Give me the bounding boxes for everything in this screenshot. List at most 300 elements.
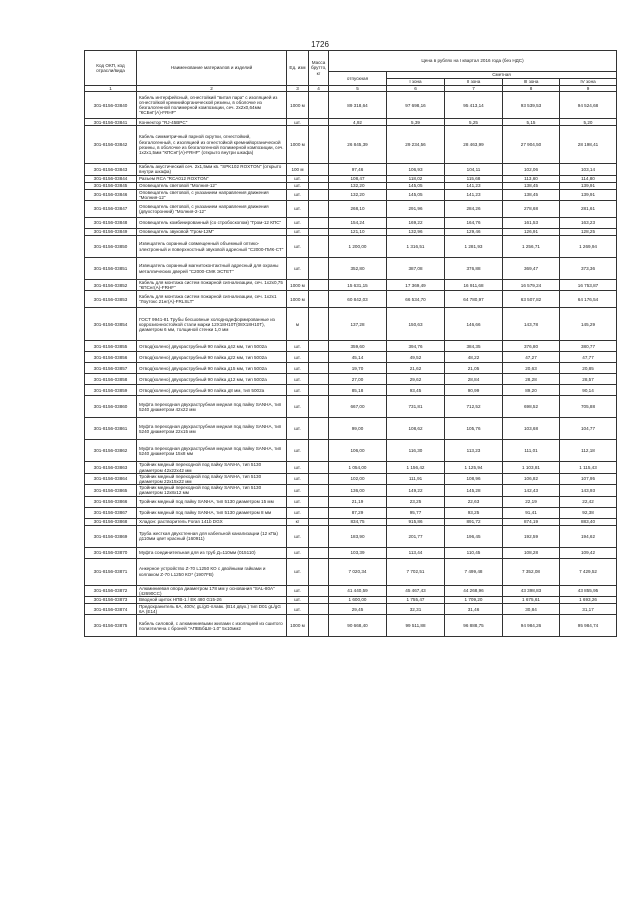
- row-code: 301-8156-03875: [85, 615, 137, 637]
- row-mass: [309, 119, 329, 126]
- row-price-zone-1: 45 467,43: [387, 585, 445, 596]
- row-code: 301-8156-03859: [85, 385, 137, 396]
- header-index-cell: 1: [85, 86, 137, 92]
- row-price-zone-3: 698,52: [503, 396, 560, 418]
- row-price-zone-1: 17 369,49: [387, 280, 445, 291]
- row-price-zone-3: 192,59: [503, 525, 560, 547]
- header-index-cell: 3: [287, 86, 309, 92]
- row-price-zone-3: 93 539,53: [503, 92, 560, 119]
- row-price-zone-4: 194,62: [560, 525, 617, 547]
- row-code: 301-8156-03864: [85, 473, 137, 484]
- row-price-release: 121,10: [329, 229, 387, 236]
- row-unit: шт.: [287, 440, 309, 462]
- row-code: 301-8156-03840: [85, 92, 137, 119]
- row-price-zone-2: 376,88: [445, 258, 503, 280]
- row-price-zone-1: 1 156,42: [387, 462, 445, 473]
- row-name: Оповещатель световой, с указанием направления движения (двухсторонний) "Молния-2-12": [137, 201, 287, 218]
- row-mass: [309, 164, 329, 175]
- row-code: 301-8156-03855: [85, 341, 137, 352]
- row-price-zone-1: 150,63: [387, 308, 445, 341]
- row-code: 301-8156-03858: [85, 374, 137, 385]
- row-price-zone-3: 161,53: [503, 218, 560, 229]
- header-index-cell: 6: [387, 86, 445, 92]
- header-zone-3: III зона: [503, 79, 560, 86]
- table-row: [85, 363, 617, 374]
- table-row: [85, 496, 617, 507]
- row-price-zone-2: 384,35: [445, 341, 503, 352]
- row-price-release: 85,18: [329, 385, 387, 396]
- row-price-zone-3: 47,27: [503, 352, 560, 363]
- row-name: Кабель для монтажа систем пожарной сигнализации, сеч. 1х2х0,75 "КПСнг(А)-FRHF": [137, 280, 287, 291]
- header-index-cell: 2: [137, 86, 287, 92]
- row-price-zone-2: 284,26: [445, 201, 503, 218]
- row-mass: [309, 280, 329, 291]
- row-unit: шт.: [287, 341, 309, 352]
- row-price-zone-4: 94 524,68: [560, 92, 617, 119]
- row-name: Предохранитель 6А, 400V, gL/gG-плавк. (В14 двух.) тип D01 gL/gG 6А (Е14): [137, 604, 287, 615]
- row-mass: [309, 352, 329, 363]
- row-price-zone-1: 108,62: [387, 418, 445, 440]
- row-price-release: 359,60: [329, 341, 387, 352]
- row-price-zone-3: 27 904,50: [503, 126, 560, 164]
- table-row: [85, 201, 617, 218]
- row-price-zone-2: 5,25: [445, 119, 503, 126]
- row-code: 301-8156-03868: [85, 518, 137, 525]
- table-row: [85, 396, 617, 418]
- row-price-zone-1: 21,62: [387, 363, 445, 374]
- row-name: Отвод(колено) двухраструбный 90 пайка д12 мм, тип 5002а: [137, 374, 287, 385]
- row-code: 301-8156-03856: [85, 352, 137, 363]
- row-mass: [309, 291, 329, 308]
- row-name: Оповещатель световой, с указанием направления движения "Молния-12": [137, 189, 287, 200]
- header-zone-2: II зона: [445, 79, 503, 86]
- row-price-zone-4: 28,57: [560, 374, 617, 385]
- row-unit: шт.: [287, 385, 309, 396]
- row-price-zone-1: 915,86: [387, 518, 445, 525]
- row-name: Кабель акустический сеч. 2х1,5мм кв. "SPK102 ROXTON" (открыто внутри шкафа): [137, 164, 287, 175]
- row-unit: шт.: [287, 585, 309, 596]
- row-price-zone-4: 92,38: [560, 507, 617, 518]
- table-row: [85, 558, 617, 585]
- row-mass: [309, 363, 329, 374]
- row-code: 301-8156-03866: [85, 496, 137, 507]
- row-name: Хладон: растворитель Foran 141b DGX: [137, 518, 287, 525]
- row-price-zone-1: 116,30: [387, 440, 445, 462]
- row-price-zone-4: 143,93: [560, 485, 617, 496]
- table-row: [85, 462, 617, 473]
- row-price-zone-1: 1 755,47: [387, 597, 445, 604]
- row-price-zone-3: 89,20: [503, 385, 560, 396]
- table-row: [85, 308, 617, 341]
- row-price-release: 21,19: [329, 496, 387, 507]
- row-unit: кг: [287, 518, 309, 525]
- row-price-zone-2: 95 413,14: [445, 92, 503, 119]
- header-unit: Ед. изм: [287, 51, 309, 86]
- row-price-zone-4: 1 693,26: [560, 597, 617, 604]
- row-name: ГОСТ 9941-81 Трубы бесшовные холоднодеформированные из коррозионностойкой стали марки 12Х18Н10Т(08Х18Н10Т), диаметром 6 мм, толщиной стенки 1,0 мм: [137, 308, 287, 341]
- row-name: Тройник медный переходной под пайку SANHA, тип 5130 диаметром 42х22х42 мм: [137, 462, 287, 473]
- row-mass: [309, 396, 329, 418]
- header-index-cell: 8: [503, 86, 560, 92]
- row-code: 301-8156-03865: [85, 485, 137, 496]
- row-name: Тройник медный под пайку SANHA, тип 5130 диаметром 15 мм: [137, 496, 287, 507]
- row-price-zone-1: 29 234,56: [387, 126, 445, 164]
- row-unit: 1000 м: [287, 92, 309, 119]
- row-price-zone-1: 731,81: [387, 396, 445, 418]
- row-price-zone-4: 64 176,54: [560, 291, 617, 308]
- row-price-release: 19,70: [329, 363, 387, 374]
- row-price-zone-2: 48,22: [445, 352, 503, 363]
- table-row: [85, 374, 617, 385]
- row-mass: [309, 175, 329, 182]
- table-row: [85, 525, 617, 547]
- row-mass: [309, 229, 329, 236]
- row-unit: шт.: [287, 201, 309, 218]
- row-price-release: 29,45: [329, 604, 387, 615]
- row-price-zone-4: 705,88: [560, 396, 617, 418]
- row-name: Муфта переходная двухраструбная медная под пайку SANHA, тип 5240 диаметром 15х8 мм: [137, 440, 287, 462]
- row-price-zone-1: 394,76: [387, 341, 445, 352]
- row-unit: шт.: [287, 236, 309, 258]
- row-code: 301-8156-03846: [85, 189, 137, 200]
- row-unit: шт.: [287, 119, 309, 126]
- row-unit: шт.: [287, 496, 309, 507]
- row-price-zone-2: 44 268,96: [445, 585, 503, 596]
- row-mass: [309, 518, 329, 525]
- row-mass: [309, 558, 329, 585]
- row-price-zone-3: 138,45: [503, 182, 560, 189]
- row-price-zone-4: 20,85: [560, 363, 617, 374]
- row-unit: шт.: [287, 363, 309, 374]
- table-row: [85, 485, 617, 496]
- row-price-zone-2: 891,72: [445, 518, 503, 525]
- row-price-zone-1: 5,39: [387, 119, 445, 126]
- row-mass: [309, 485, 329, 496]
- row-mass: [309, 547, 329, 558]
- row-name: Извещатель охранный магнитоконтактный адресный для охраны металлических дверей "С2000-СМК ЭСТЕТ": [137, 258, 287, 280]
- table-row: [85, 126, 617, 164]
- header-zone-4: IV зона: [560, 79, 617, 86]
- row-price-zone-2: 64 780,97: [445, 291, 503, 308]
- row-price-zone-4: 112,18: [560, 440, 617, 462]
- table-row: [85, 280, 617, 291]
- row-price-zone-3: 874,19: [503, 518, 560, 525]
- row-price-zone-2: 115,68: [445, 175, 503, 182]
- row-price-zone-1: 149,22: [387, 485, 445, 496]
- header-price-title: Цена в рублях на I квартал 2016 года (без НДС): [329, 51, 617, 72]
- row-price-zone-2: 16 911,68: [445, 280, 503, 291]
- row-price-zone-2: 28 463,99: [445, 126, 503, 164]
- row-mass: [309, 189, 329, 200]
- row-price-zone-1: 23,25: [387, 496, 445, 507]
- row-price-zone-4: 373,36: [560, 258, 617, 280]
- row-name: Кабель симметричный парной скрутки, огнестойкий, безгалогенный, с изоляцией из огнестойкой кремнийорганической резины, в оболочке из безгалогенной полимерной композиции, сеч. 1х2х1,5мм "КПСнГ(А)-FRHF" (открыто внутри шкафа): [137, 126, 287, 164]
- row-price-release: 99,00: [329, 418, 387, 440]
- row-price-zone-2: 104,11: [445, 164, 503, 175]
- table-row: [85, 258, 617, 280]
- table-row: [85, 547, 617, 558]
- table-row: [85, 92, 617, 119]
- row-price-release: 1 600,00: [329, 597, 387, 604]
- row-price-zone-1: 387,08: [387, 258, 445, 280]
- row-price-zone-2: 141,23: [445, 182, 503, 189]
- row-price-zone-4: 145,29: [560, 308, 617, 341]
- row-price-zone-2: 129,46: [445, 229, 503, 236]
- row-unit: шт.: [287, 525, 309, 547]
- row-price-release: 154,24: [329, 218, 387, 229]
- row-code: 301-8156-03874: [85, 604, 137, 615]
- row-price-zone-3: 16 579,24: [503, 280, 560, 291]
- row-price-zone-2: 164,76: [445, 218, 503, 229]
- row-price-zone-1: 118,02: [387, 175, 445, 182]
- row-name: Муфта переходная двухраструбная медная под пайку SANHA, тип 5240 диаметром 42х22 мм: [137, 396, 287, 418]
- row-price-zone-4: 22,42: [560, 496, 617, 507]
- row-code: 301-8156-03848: [85, 218, 137, 229]
- page-number: 1726: [311, 40, 329, 49]
- row-price-release: 102,00: [329, 473, 387, 484]
- table-row: [85, 291, 617, 308]
- row-price-zone-3: 1 103,81: [503, 462, 560, 473]
- table-row: [85, 385, 617, 396]
- row-mass: [309, 418, 329, 440]
- row-unit: 1000 м: [287, 126, 309, 164]
- row-mass: [309, 462, 329, 473]
- row-price-zone-2: 113,23: [445, 440, 503, 462]
- row-price-zone-2: 108,96: [445, 473, 503, 484]
- row-price-zone-3: 63 507,82: [503, 291, 560, 308]
- table-row: [85, 164, 617, 175]
- row-price-zone-3: 376,80: [503, 341, 560, 352]
- row-price-zone-1: 66 534,70: [387, 291, 445, 308]
- row-code: 301-8156-03863: [85, 462, 137, 473]
- row-price-zone-3: 43 398,83: [503, 585, 560, 596]
- row-price-release: 4,92: [329, 119, 387, 126]
- row-price-release: 87,29: [329, 507, 387, 518]
- row-price-zone-3: 108,28: [503, 547, 560, 558]
- table-row: [85, 604, 617, 615]
- table-row: [85, 189, 617, 200]
- row-code: 301-8156-03867: [85, 507, 137, 518]
- row-name: Кабель интерфейсный, огнестойкий "витая пара" с изоляцией из огнестойкой кремнийорганической резины, в оболочке из безгалогенной полимерной композиции, сеч. 2х2х0,64мм "КСБнГ(А)-FRHF": [137, 92, 287, 119]
- row-price-zone-2: 22,63: [445, 496, 503, 507]
- row-price-release: 183,90: [329, 525, 387, 547]
- row-code: 301-8156-03852: [85, 280, 137, 291]
- row-price-zone-3: 22,19: [503, 496, 560, 507]
- table-row: [85, 473, 617, 484]
- row-price-zone-2: 28,84: [445, 374, 503, 385]
- row-unit: шт.: [287, 418, 309, 440]
- row-price-zone-3: 138,45: [503, 189, 560, 200]
- row-code: 301-8156-03844: [85, 175, 137, 182]
- row-price-zone-3: 113,60: [503, 175, 560, 182]
- row-price-release: 97,46: [329, 164, 387, 175]
- row-code: 301-8156-03861: [85, 418, 137, 440]
- row-name: Оповещатель световой "Молния-12": [137, 182, 287, 189]
- row-price-release: 834,75: [329, 518, 387, 525]
- row-price-zone-1: 132,96: [387, 229, 445, 236]
- row-price-zone-2: 21,05: [445, 363, 503, 374]
- row-price-release: 108,47: [329, 175, 387, 182]
- row-price-zone-1: 111,91: [387, 473, 445, 484]
- row-mass: [309, 585, 329, 596]
- row-code: 301-8156-03841: [85, 119, 137, 126]
- table-row: [85, 229, 617, 236]
- row-code: 301-8156-03843: [85, 164, 137, 175]
- row-name: Разъем RCA "RCA012 ROXTON": [137, 175, 287, 182]
- row-price-zone-3: 103,68: [503, 418, 560, 440]
- row-unit: шт.: [287, 374, 309, 385]
- row-price-zone-1: 93,45: [387, 385, 445, 396]
- row-code: 301-8156-03860: [85, 396, 137, 418]
- row-unit: м: [287, 308, 309, 341]
- row-unit: шт.: [287, 396, 309, 418]
- header-name: Наименование материалов и изделий: [137, 51, 287, 86]
- row-code: 301-8156-03872: [85, 585, 137, 596]
- row-price-zone-3: 94 984,26: [503, 615, 560, 637]
- row-price-zone-4: 103,14: [560, 164, 617, 175]
- row-unit: шт.: [287, 229, 309, 236]
- table-row: [85, 418, 617, 440]
- row-name: Отвод(колено) двухраструбный 90 пайка д15 мм, тип 5002а: [137, 363, 287, 374]
- row-unit: шт.: [287, 597, 309, 604]
- row-price-zone-4: 90,14: [560, 385, 617, 396]
- row-price-zone-3: 91,41: [503, 507, 560, 518]
- row-price-zone-1: 201,77: [387, 525, 445, 547]
- row-name: Алюминиевая опора диаметром 178 мм у основания "SAL-80А" (42690СС): [137, 585, 287, 596]
- header-index-cell: 5: [329, 86, 387, 92]
- row-price-zone-2: 1 709,20: [445, 597, 503, 604]
- row-unit: шт.: [287, 189, 309, 200]
- table-row: [85, 218, 617, 229]
- row-price-zone-4: 5,20: [560, 119, 617, 126]
- row-price-zone-2: 146,66: [445, 308, 503, 341]
- row-price-zone-4: 1 115,43: [560, 462, 617, 473]
- row-price-zone-4: 163,23: [560, 218, 617, 229]
- row-unit: шт.: [287, 604, 309, 615]
- row-mass: [309, 218, 329, 229]
- row-price-zone-4: 139,91: [560, 189, 617, 200]
- table-row: [85, 352, 617, 363]
- row-mass: [309, 615, 329, 637]
- row-unit: шт.: [287, 558, 309, 585]
- row-mass: [309, 236, 329, 258]
- row-unit: шт.: [287, 218, 309, 229]
- header-estimate: Сметная: [387, 72, 617, 79]
- header-mass: Масса брутто, кг: [309, 51, 329, 86]
- row-code: 301-8156-03851: [85, 258, 137, 280]
- row-name: Отвод(колено) двухраструбный 90 пайка д22 мм, тип 5002а: [137, 352, 287, 363]
- row-price-zone-4: 883,40: [560, 518, 617, 525]
- row-price-zone-2: 31,46: [445, 604, 503, 615]
- row-price-zone-3: 28,28: [503, 374, 560, 385]
- row-price-zone-3: 102,06: [503, 164, 560, 175]
- table-row: [85, 182, 617, 189]
- table-row: [85, 175, 617, 182]
- row-price-zone-1: 95,77: [387, 507, 445, 518]
- row-price-zone-3: 5,15: [503, 119, 560, 126]
- row-mass: [309, 440, 329, 462]
- row-name: Тройник медный переходной под пайку SANHA, тип 5130 диаметром 22х15х22 мм: [137, 473, 287, 484]
- row-unit: 1000 м: [287, 291, 309, 308]
- row-price-zone-3: 126,91: [503, 229, 560, 236]
- row-price-zone-3: 1 256,71: [503, 236, 560, 258]
- header-zone-1: I зона: [387, 79, 445, 86]
- row-unit: шт.: [287, 175, 309, 182]
- row-price-zone-4: 128,25: [560, 229, 617, 236]
- header-index-cell: 4: [309, 86, 329, 92]
- row-price-zone-3: 1 675,61: [503, 597, 560, 604]
- row-price-zone-4: 31,17: [560, 604, 617, 615]
- row-mass: [309, 597, 329, 604]
- row-price-release: 352,80: [329, 258, 387, 280]
- row-price-zone-3: 30,84: [503, 604, 560, 615]
- row-unit: 1000 м: [287, 280, 309, 291]
- row-code: 301-8156-03871: [85, 558, 137, 585]
- row-unit: шт.: [287, 352, 309, 363]
- row-name: Оповещатель комбинированный (со стробоскопом) "Гром-12 КПС": [137, 218, 287, 229]
- row-mass: [309, 604, 329, 615]
- row-price-zone-1: 169,22: [387, 218, 445, 229]
- row-mass: [309, 507, 329, 518]
- table-row: [85, 507, 617, 518]
- row-price-zone-1: 99 511,88: [387, 615, 445, 637]
- row-price-release: 136,00: [329, 485, 387, 496]
- row-price-zone-1: 1 316,51: [387, 236, 445, 258]
- table-row: [85, 440, 617, 462]
- row-price-zone-3: 142,43: [503, 485, 560, 496]
- table-row: [85, 341, 617, 352]
- row-price-zone-1: 49,52: [387, 352, 445, 363]
- row-name: Тройник медный под пайку SANHA, тип 5130 диаметром 8 мм: [137, 507, 287, 518]
- row-price-zone-1: 106,93: [387, 164, 445, 175]
- row-price-zone-4: 380,77: [560, 341, 617, 352]
- table-row: [85, 236, 617, 258]
- table-row: [85, 518, 617, 525]
- row-price-zone-1: 29,62: [387, 374, 445, 385]
- row-price-zone-2: 110,45: [445, 547, 503, 558]
- row-name: Оповещатель звуковой "Гром-12М": [137, 229, 287, 236]
- row-code: 301-8156-03854: [85, 308, 137, 341]
- row-price-zone-4: 281,61: [560, 201, 617, 218]
- row-price-zone-2: 712,52: [445, 396, 503, 418]
- row-price-zone-3: 278,68: [503, 201, 560, 218]
- row-name: Кабель силовой, с алюминиевыми жилами с изоляцией из сшитого полиэтилена с броней "АПВБбШп-1.0" 5х10мм2: [137, 615, 287, 637]
- row-price-zone-3: 106,82: [503, 473, 560, 484]
- header-code: Код ОКП, код отрасли/вида: [85, 51, 137, 86]
- row-price-release: 7 020,34: [329, 558, 387, 585]
- row-price-zone-3: 7 352,08: [503, 558, 560, 585]
- row-price-release: 137,28: [329, 308, 387, 341]
- row-price-zone-2: 145,28: [445, 485, 503, 496]
- row-name: Анкерное устройство Z-70 L1250 КО с двойными гайками и колпаком Z-70 L1250 КО* (1907FB): [137, 558, 287, 585]
- row-code: 301-8156-03847: [85, 201, 137, 218]
- row-name: Муфта соединительная для из труб Д=110мм (015110): [137, 547, 287, 558]
- row-price-zone-4: 7 429,52: [560, 558, 617, 585]
- row-price-release: 1 200,00: [329, 236, 387, 258]
- row-unit: шт.: [287, 182, 309, 189]
- row-mass: [309, 496, 329, 507]
- row-price-release: 89 318,64: [329, 92, 387, 119]
- row-price-zone-2: 1 125,94: [445, 462, 503, 473]
- row-mass: [309, 182, 329, 189]
- row-price-zone-1: 113,44: [387, 547, 445, 558]
- row-price-zone-4: 16 753,87: [560, 280, 617, 291]
- row-price-zone-4: 139,91: [560, 182, 617, 189]
- row-price-zone-4: 47,77: [560, 352, 617, 363]
- row-price-zone-3: 111,01: [503, 440, 560, 462]
- row-price-zone-1: 145,05: [387, 189, 445, 200]
- row-price-zone-4: 107,95: [560, 473, 617, 484]
